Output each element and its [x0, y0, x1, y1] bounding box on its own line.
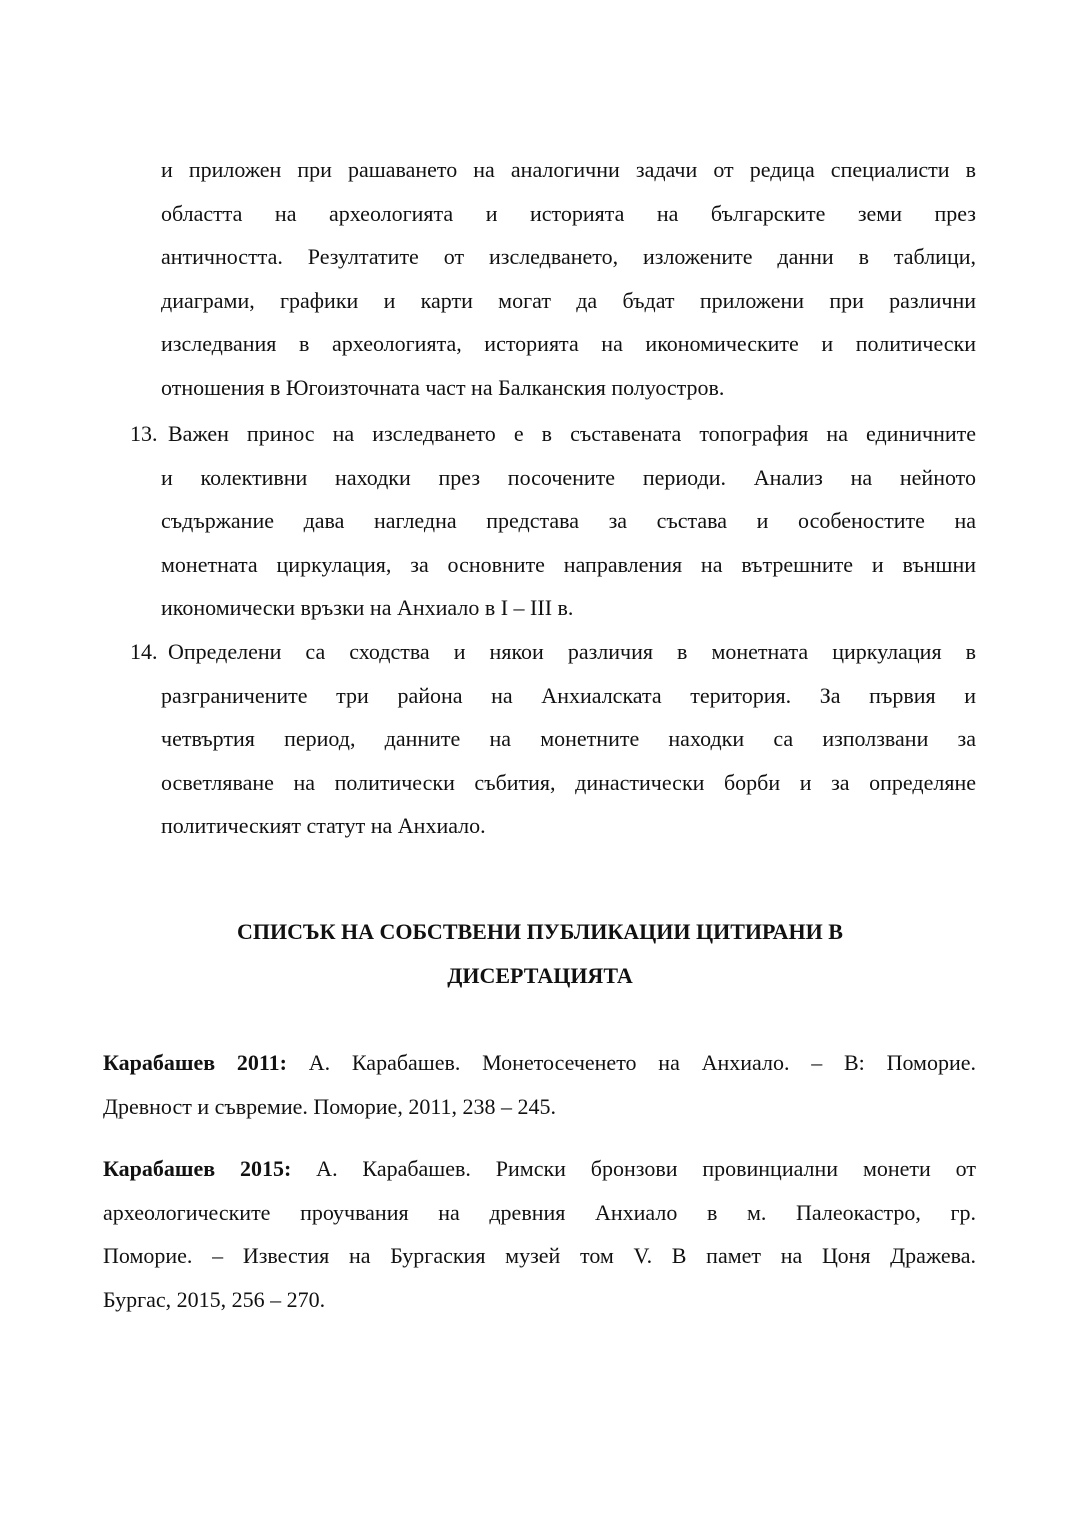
continuation-paragraph [161, 148, 976, 410]
reference-label: Карабашев 2015: [103, 1156, 292, 1181]
text-line: археологическите проучвания на древния Анхиало в м. Палеокастро, гр. [103, 1199, 976, 1225]
text-line: Бургас, 2015, 256 – 270. [103, 1286, 326, 1312]
text-line: осветляване на политически събития, династически борби и за определяне [161, 769, 976, 795]
text-line: разграничените три района на Анхиалската територия. За първия и [161, 682, 976, 708]
text-line: и приложен при рашаването на аналогични задачи от редица специалисти в [161, 157, 976, 182]
text-line: Древност и съвремие. Поморие, 2011, 238 – 245. [103, 1093, 556, 1119]
reference-text: А. Карабашев. Римски бронзови провинциални монети от [291, 1156, 976, 1181]
text-line: и колективни находки през посочените периоди. Анализ на нейното [161, 464, 976, 490]
text-line: Поморие. – Известия на Бургаския музей том V. В памет на Цоня Дражева. [103, 1243, 976, 1269]
text-line: политическият статут на Анхиало. [161, 813, 486, 839]
text-line: отношения в Югоизточната част на Балканския полуостров. [161, 374, 725, 400]
list-item-13 [130, 412, 976, 630]
text-line: античността. Резултатите от изследването, изложените данни в таблици, [161, 244, 976, 270]
reference-text: А. Карабашев. Монетосеченето на Анхиало. – В: Поморие. [287, 1050, 976, 1075]
reference-entry [103, 1147, 976, 1321]
reference-entry [103, 1041, 976, 1128]
section-heading [100, 910, 980, 997]
text-line: Важен принос на изследването е в съставената топография на единичните [168, 421, 976, 446]
heading-line: СПИСЪК НА СОБСТВЕНИ ПУБЛИКАЦИИ ЦИТИРАНИ В [237, 919, 843, 944]
heading-line: ДИСЕРТАЦИЯТА [447, 962, 633, 988]
list-number: 14. [130, 639, 158, 664]
text-line: областта на археологията и историята на българските земи през [161, 200, 976, 226]
reference-label: Карабашев 2011: [103, 1050, 287, 1075]
text-line: съдържание дава нагледна представа за състава и особеностите на [161, 508, 976, 534]
text-line: изследвания в археологията, историята на икономическите и политически [161, 331, 976, 357]
text-line: икономически връзки на Анхиало в I – III в. [161, 595, 574, 621]
text-line: четвъртия период, данните на монетните находки са използвани за [161, 726, 976, 752]
text-line: монетната циркулация, за основните направления на вътрешните и външни [161, 551, 976, 577]
list-number: 13. [130, 421, 158, 446]
list-item-14 [130, 630, 976, 848]
text-line: Определени са сходства и някои различия в монетната циркулация в [168, 639, 976, 664]
text-line: диаграми, графики и карти могат да бъдат приложени при различни [161, 287, 976, 313]
